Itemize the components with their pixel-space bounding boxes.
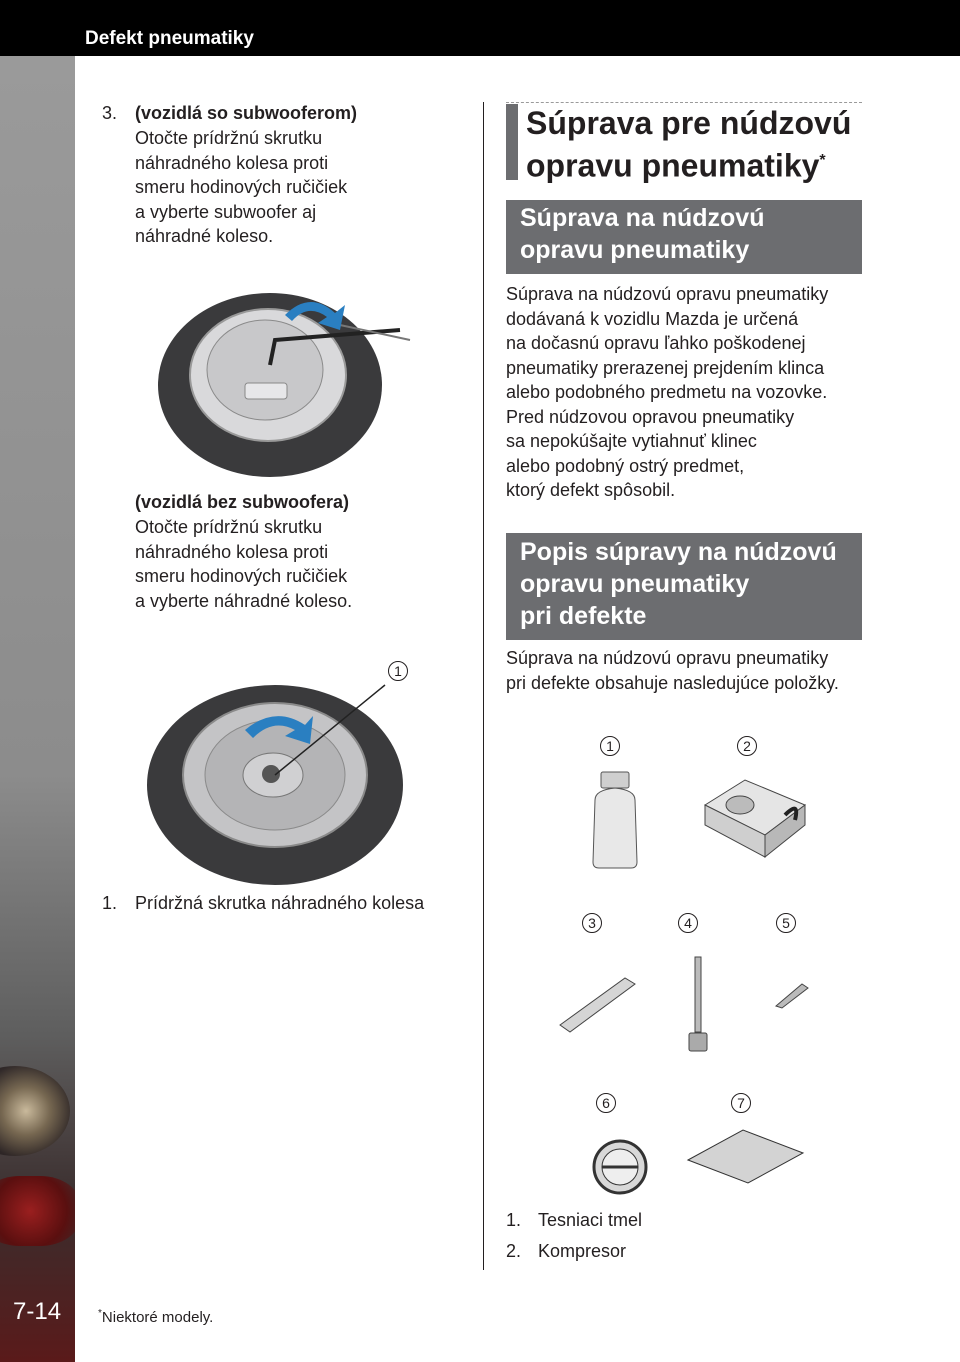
header-bar	[0, 0, 960, 56]
item-callout-4: 4	[678, 913, 698, 933]
page-number: 7-14	[13, 1298, 62, 1325]
item-callout-5: 5	[776, 913, 796, 933]
list-item-1: 1. Tesniaci tmel	[506, 1210, 643, 1230]
item-callout-2: 2	[737, 736, 757, 756]
column-divider	[483, 102, 484, 1270]
tire-no-subwoofer-illustration	[145, 650, 415, 890]
step-text: Otočte prídržnú skrutku náhradného kolesa proti smeru hodinových ručičiek a vyberte subwoofer aj náhradné koleso.	[135, 128, 348, 246]
body-text-2: Súprava na núdzovú opravu pneumatiky pri defekte obsahuje nasledujúce položky.	[506, 648, 839, 693]
headlamp-image	[0, 1066, 70, 1156]
alt-title: (vozidlá bez subwoofera)	[135, 492, 350, 512]
valve-core-icon	[772, 978, 812, 1010]
item-callout-3: 3	[582, 913, 602, 933]
dash-rule	[506, 102, 862, 103]
sealant-bottle-icon	[585, 770, 645, 870]
legend-number: 1.	[102, 893, 118, 913]
callout-1: 1	[388, 661, 408, 681]
section-title: Súprava pre núdzovú opravu pneumatiky*	[526, 105, 852, 184]
step-title: (vozidlá so subwooferom)	[135, 103, 358, 123]
subheading-1: Súprava na núdzovú opravu pneumatiky	[506, 200, 862, 274]
alt-text: Otočte prídržnú skrutku náhradného kolesa proti smeru hodinových ručičiek a vyberte náhradné koleso.	[135, 517, 353, 611]
item-callout-6: 6	[596, 1093, 616, 1113]
footnote: *Niektoré modely.	[98, 1308, 214, 1326]
header-title: Defekt pneumatiky	[85, 28, 254, 49]
body-text-1: Súprava na núdzovú opravu pneumatiky dodávaná k vozidlu Mazda je určená na dočasnú opravu ľahko poškodenej pneumatiky prerazenej prejdením klinca alebo podobného predmetu na vozovke. Pred núdzovou opravou pneumatiky sa nepokúšajte vytiahnuť klinec alebo podobný ostrý predmet, ktorý defekt spôsobil.	[506, 284, 829, 500]
compressor-icon	[700, 775, 810, 865]
valve-cap-icon	[588, 1135, 653, 1200]
speed-sticker-icon	[683, 1125, 808, 1185]
side-strip	[0, 56, 75, 1362]
list-item-2: 2. Kompresor	[506, 1241, 627, 1261]
subheading-2: Popis súpravy na núdzovú opravu pneumatiky pri defekte	[506, 533, 862, 640]
valve-tool-icon	[555, 970, 640, 1035]
car-image	[0, 1176, 75, 1246]
tire-subwoofer-illustration	[150, 285, 430, 485]
legend-text: Prídržná skrutka náhradného kolesa	[135, 893, 425, 913]
item-callout-7: 7	[731, 1093, 751, 1113]
step-number: 3.	[102, 103, 118, 123]
item-callout-1: 1	[600, 736, 620, 756]
hose-icon	[682, 955, 716, 1055]
